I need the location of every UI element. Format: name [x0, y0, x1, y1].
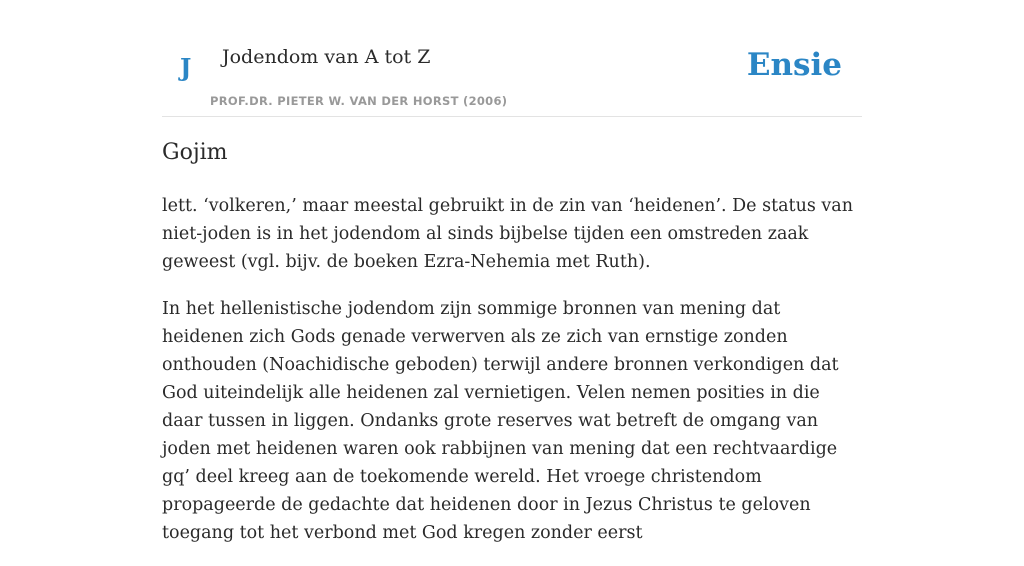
entry-paragraph: In het hellenistische jodendom zijn sommige bronnen van mening dat heidenen zich Gods genade verwerven als ze zich van ernstige zonden onthouden (Noachidische geboden) terwijl andere bronnen verkondigen dat God uiteindelijk alle heidenen zal vernietigen. Velen nemen posities in die daar tussen in liggen. Ondanks grote reserves wat betreft de omgang van joden met heidenen waren ook rabbijnen van mening dat een rechtvaardige gq’ deel kreeg aan de toekomende wereld. Het vroege christendom propageerde de gedachte dat heidenen door in Jezus Christus te geloven toegang tot het verbond met God kregen zonder eerst	[162, 299, 839, 543]
site-header	[162, 0, 862, 117]
book-logo[interactable]: J	[180, 53, 192, 82]
book-title[interactable]: Jodendom van A tot Z	[222, 46, 431, 68]
ensie-logo[interactable]: Ensie	[746, 47, 842, 83]
entry-body	[162, 192, 862, 566]
book-author: PROF.DR. PIETER W. VAN DER HORST (2006)	[210, 94, 508, 108]
entry-paragraph: lett. ‘volkeren,’ maar meestal gebruikt in de zin van ‘heidenen’. De status van niet-joden is in het jodendom al sinds bijbelse tijden een omstreden zaak geweest (vgl. bijv. de boeken Ezra-Nehemia met Ruth).	[162, 196, 853, 272]
entry-title: Gojim	[162, 140, 228, 165]
